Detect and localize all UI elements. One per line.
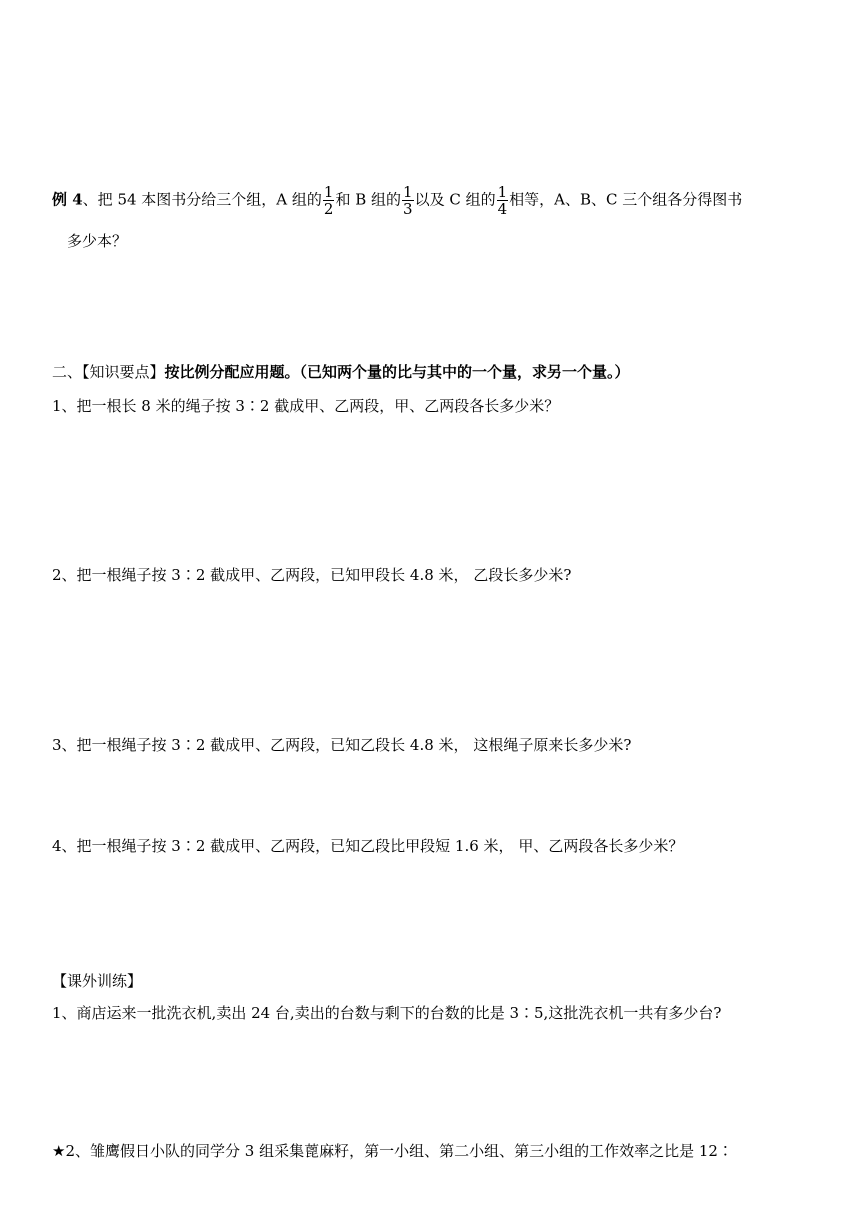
training-question-2-text: 2、雏鹰假日小队的同学分 3 组采集蓖麻籽，第一小组、第二小组、第三小组的工作效率之比是 12∶ — [65, 1142, 733, 1160]
section-2-heading — [52, 362, 630, 382]
example-4-text-a: 、把 54 本图书分给三个组，A 组的 — [82, 190, 322, 209]
example-4-text-c: 以及 C 组的 — [414, 190, 496, 209]
fraction-one-quarter — [497, 184, 509, 217]
fraction-numerator: 1 — [323, 183, 334, 201]
fraction-one-third — [402, 184, 414, 217]
fraction-denominator: 2 — [323, 200, 334, 218]
training-question-1: 1、商店运来一批洗衣机,卖出 24 台,卖出的台数与剩下的台数的比是 3∶5,这批洗衣机一共有多少台? — [52, 1004, 722, 1022]
section-2-prefix: 二、【知识要点】 — [52, 363, 165, 381]
section-2-bold-text: 按比例分配应用题。（已知两个量的比与其中的一个量，求另一个量。） — [164, 363, 630, 381]
fraction-denominator: 4 — [497, 200, 508, 218]
example-4-text-b: 和 B 组的 — [335, 190, 402, 209]
fraction-numerator: 1 — [403, 183, 413, 201]
problem-1: 1、把一根长 8 米的绳子按 3∶2 截成甲、乙两段，甲、乙两段各长多少米？ — [52, 397, 560, 415]
example-4 — [52, 184, 742, 217]
problem-2: 2、把一根绳子按 3∶2 截成甲、乙两段，已知甲段长 4.8 米， 乙段长多少米? — [52, 566, 572, 584]
star-icon: ★ — [52, 1142, 66, 1160]
problem-3: 3、把一根绳子按 3∶2 截成甲、乙两段，已知乙段长 4.8 米， 这根绳子原来长多少米? — [52, 736, 632, 754]
problem-4: 4、把一根绳子按 3∶2 截成甲、乙两段，已知乙段比甲段短 1.6 米， 甲、乙两段各长多少米？ — [52, 837, 684, 855]
training-question-2 — [52, 1141, 733, 1161]
example-4-text-d: 相等，A、B、C 三个组各分得图书 — [509, 190, 743, 209]
fraction-numerator: 1 — [497, 183, 508, 201]
fraction-one-half — [323, 184, 335, 217]
example-4-line-2: 多少本？ — [67, 232, 128, 250]
fraction-denominator: 3 — [403, 200, 413, 218]
training-heading: 【课外训练】 — [52, 972, 143, 990]
example-4-label: 例 4 — [52, 190, 83, 209]
